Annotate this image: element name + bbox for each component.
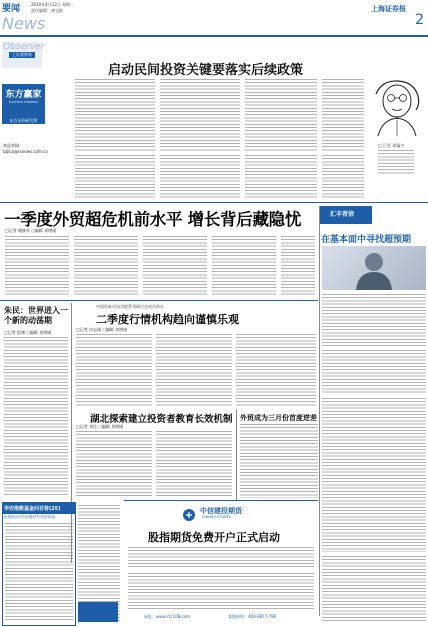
hubei-story-col-2 [156, 431, 232, 497]
email-label: 欢迎来稿： [3, 143, 23, 148]
cartoon-caption: □ 江苏 胡福兴 [378, 143, 405, 148]
column-english: EASTERN WINNERS [8, 100, 39, 104]
foreign-story-body [240, 424, 318, 498]
observer-chinese: 上证观察家 [9, 52, 35, 58]
huaan-logo [78, 602, 118, 622]
huaan-ad-subtitle: 恒指国企ETF(H股ETF)投资指南 [4, 515, 55, 519]
email-address[interactable]: tajicz@ssnews.com.cn [3, 149, 48, 154]
left-column-byline: □记者 彭博 ○编辑 刘增刚 [4, 330, 52, 335]
cartoon-notes [378, 150, 414, 174]
main-story-col-4 [212, 236, 276, 296]
date-line: 2010年4月12日 星期一 [31, 2, 75, 7]
middle-story-col-2 [156, 334, 232, 406]
section-label: 要闻 [2, 4, 21, 14]
top-story-lower-1 [75, 155, 155, 199]
editor-line: 责任编辑：唐文彬 [31, 8, 63, 13]
top-story-headline: 启动民间投资关键要落实后续政策 [108, 63, 304, 78]
main-story-byline: □记者 谢筱奇 ○编辑 刘增刚 [5, 228, 57, 233]
hubei-story-byline: □记者 刘佳 ○编辑 刘增刚 [76, 424, 124, 429]
left-column-headline: 朱民：世界进入一个新的动荡期 [4, 306, 68, 325]
masthead-brand: 上海证券报 [371, 4, 406, 13]
futures-ad-branches [128, 573, 314, 609]
middle-story-col-3 [236, 334, 316, 406]
eastern-winners-logo [2, 84, 45, 124]
main-story-col-1 [5, 236, 69, 296]
right-col-separator [236, 410, 237, 500]
bottom-right-body [322, 556, 426, 622]
middle-story-col-1 [76, 334, 152, 406]
right-promo-body-2 [322, 350, 426, 394]
top-story-col-1 [75, 79, 155, 151]
huaan-ad-body [5, 523, 73, 621]
huaan-ad-title: 华安指数基金问百答(25) [3, 503, 75, 514]
futures-logo-icon [182, 507, 196, 526]
foreign-story-headline: 外贸成为三月份首度逆差 [240, 414, 317, 422]
futures-ad-headline: 股指期货免费开户正式启动 [148, 531, 280, 544]
top-story-col-4 [322, 79, 364, 151]
middle-story-headline: 二季度行情机构趋向谨慎乐观 [96, 313, 239, 326]
header-rule [0, 35, 428, 37]
mid-divider [0, 300, 318, 301]
right-promo-separator [319, 206, 320, 616]
left-column-body [4, 337, 68, 497]
top-story-lower-4 [322, 155, 364, 199]
top-story-col-3 [245, 79, 317, 151]
main-story-col-5 [281, 236, 315, 296]
hsbc-logo-badge [320, 206, 372, 224]
hubei-story-col-1 [76, 431, 152, 497]
page-number: 2 [415, 12, 424, 28]
main-story-headline: 一季度外贸超危机前水平 增长背后藏隐忧 [4, 210, 302, 229]
top-story-col-2 [160, 79, 240, 151]
top-story-lower-2 [160, 155, 240, 199]
hubei-story-headline: 湖北探索建立投资者教育长效机制 [90, 414, 233, 425]
right-lower-body [322, 398, 426, 552]
top-divider [0, 202, 428, 203]
column-logo: 东方证券研究所 [9, 118, 38, 123]
section-english: News [2, 14, 46, 33]
futures-ad [124, 500, 318, 625]
right-promo-body [322, 294, 426, 346]
cartoon-illustration [368, 76, 426, 138]
middle-story-kicker: 中国资本市场学院系列研讨会成功举办 [96, 304, 164, 309]
right-promo-photo [322, 246, 426, 290]
column-title: 东方赢家 [5, 90, 42, 100]
observer-english: Observer [3, 42, 45, 52]
hsbc-logo-text: 汇丰晋信 [330, 211, 355, 218]
main-story-col-2 [74, 236, 138, 296]
top-story-lower-3 [245, 155, 317, 199]
futures-ad-body [128, 547, 314, 567]
futures-website[interactable]: 网址：www.cfc108.com [144, 614, 190, 619]
main-story-col-3 [143, 236, 207, 296]
observer-block [2, 42, 45, 68]
futures-hotline: 客服热线：400-8877-780 [228, 614, 277, 619]
futures-logo-cn: 中信建投期货 [200, 507, 242, 515]
middle-story-byline: □记者 何志刚 ○编辑 刘增刚 [76, 327, 128, 332]
huaan-ad-box [2, 502, 76, 626]
right-promo-headline: 在基本面中寻找超预期 [321, 235, 412, 245]
futures-logo-en: CHINA FUTURES [202, 515, 232, 519]
